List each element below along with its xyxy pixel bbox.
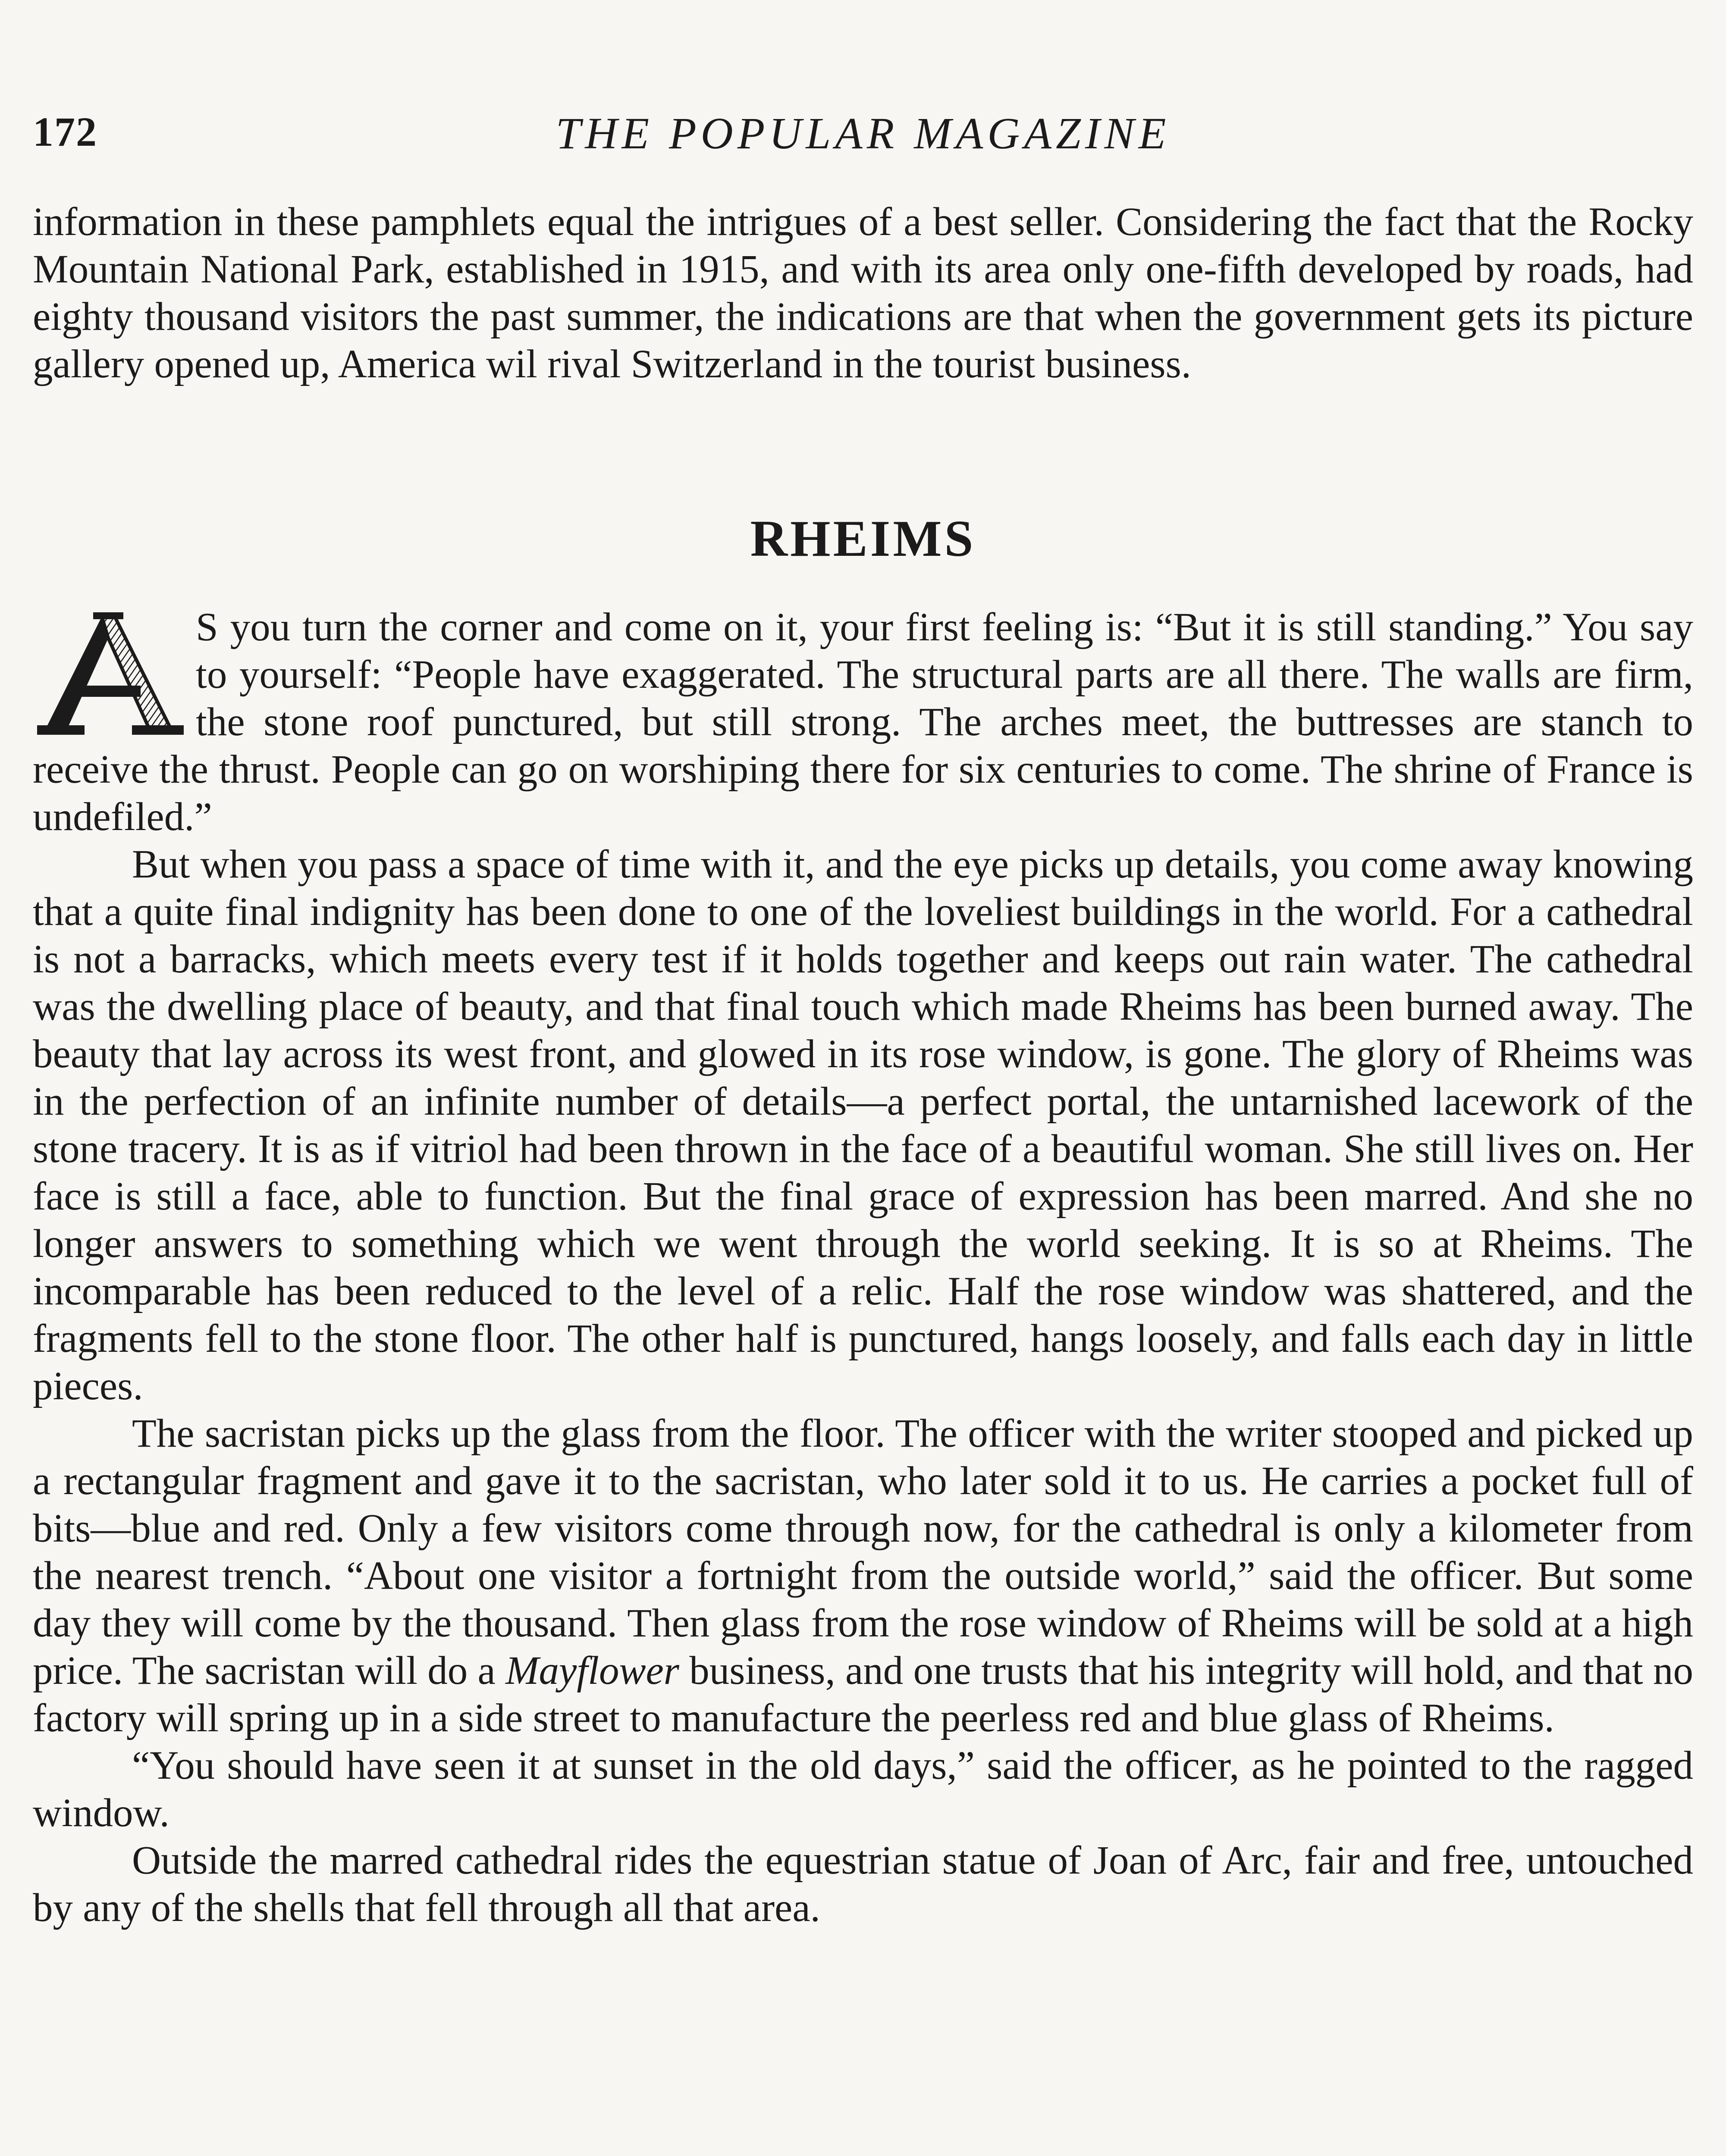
article-paragraph-4: “You should have seen it at sunset in the old days,” said the officer, as he pointed to the ragged window. — [33, 1743, 1693, 1835]
article-paragraph-5: Outside the marred cathedral rides the equestrian statue of Joan of Arc, fair and free, untouched by any of the shells that fell through all that area. — [33, 1838, 1693, 1930]
article-paragraph-1: S you turn the corner and come on it, your first feeling is: “But it is still standing.” You say to yourself: “People have exaggerated. The structural parts are all there. The walls are firm, the stone roof punctured, but still strong. The arches meet, the buttresses are stanch to receive the thrust. People can go on worshiping there for six centuries to come. The shrine of France is undefiled.” — [33, 605, 1693, 839]
article-title: RHEIMS — [750, 510, 976, 567]
paragraph-3-part-1: The sacristan picks up the glass from the floor. The officer with the writer stooped and picked up a rectangular fragment and gave it to the sacristan, who later sold it to us. He carries a pocket full of bits—blue and red. Only a few visitors come through now, for the cathedral is only a kilometer from the nearest trench. “About one visitor a fortnight from the outside world,” said the officer. But some day they will come by the thousand. Then glass from the rose window of Rheims will be sold at a high price. The sacristan will do a — [33, 1411, 1693, 1693]
article-paragraph-2: But when you pass a space of time with it, and the eye picks up details, you come away knowing that a quite final indignity has been done to one of the loveliest buildings in the world. For a cathedral is not a barracks, which meets every test if it holds together and keeps out rain water. The cathedral was the dwelling place of beauty, and that final touch which made Rheims has been burned away. The beauty that lay across its west front, and glowed in its rose window, is gone. The glory of Rheims was in the perfection of an infinite number of details—a perfect portal, the untarnished lacework of the stone tracery. It is as if vitriol had been thrown in the face of a beautiful woman. She still lives on. Her face is still a face, able to function. But the final grace of expression has been marred. And she no longer answers to something which we went through the world seeking. It is so at Rheims. The incomparable has been reduced to the level of a relic. Half the rose window was shattered, and the fragments fell to the stone floor. The other half is punctured, hangs loosely, and falls each day in little pieces. — [33, 842, 1693, 1408]
article-paragraph-3 — [33, 1410, 1693, 1742]
mayflower-italic: Mayflower — [505, 1648, 679, 1693]
page-number: 172 — [33, 109, 97, 155]
article-body — [33, 604, 1693, 1932]
drop-cap-a-icon — [28, 612, 188, 742]
page-header — [33, 108, 1693, 168]
intro-paragraph: information in these pamphlets equal the intrigues of a best seller. Considering the fact that the Rocky Mountain National Park, established in 1915, and with its area only one-fifth developed by roads, had eighty thousand visitors the past summer, the indications are that when the government gets its picture gallery opened up, America wil rival Switzerland in the tourist business. — [33, 200, 1693, 386]
paragraph-3-part-2: business, and one trusts that his integrity will hold, and that no factory will spring up in a side street to manufacture the peerless red and blue glass of Rheims. — [33, 1648, 1694, 1740]
running-head: THE POPULAR MAGAZINE — [555, 109, 1171, 158]
intro-paragraph-block — [33, 198, 1693, 388]
drop-cap — [28, 612, 188, 742]
